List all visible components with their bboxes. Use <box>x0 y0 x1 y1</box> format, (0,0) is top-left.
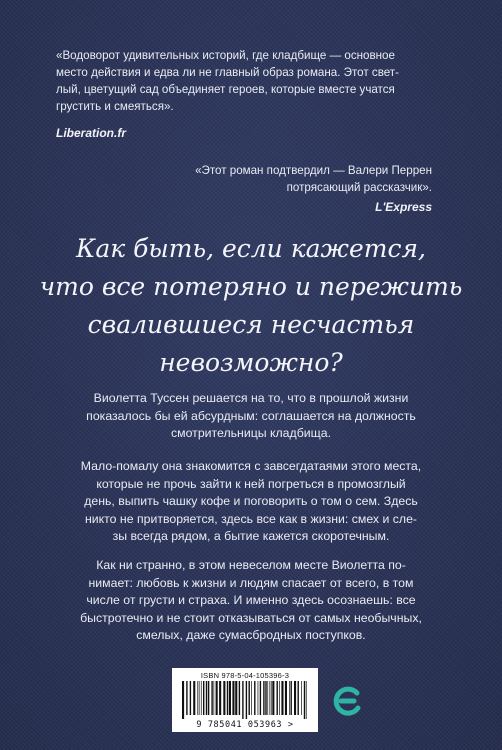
eksmo-logo-icon <box>330 684 364 718</box>
barcode-bar <box>197 681 198 715</box>
headline-question <box>20 230 482 382</box>
barcode-bar <box>267 681 268 715</box>
synopsis-line: быстротечно и не стоит отказываться от самых необычных, <box>80 610 422 625</box>
review-quote-lexpress <box>112 162 432 196</box>
quote-line: «Водоворот удивительных историй, где кладбище — основное <box>56 49 395 62</box>
barcode-bar <box>214 681 215 715</box>
synopsis-line: числе от грусти и страха. И именно здесь осознаешь: все <box>86 593 416 607</box>
quote-line: потрясающий рассказчик». <box>286 181 432 194</box>
quote-line: лый, цветущий сад объединяет героев, которые вместе учатся <box>56 83 395 96</box>
barcode-bar <box>242 681 243 719</box>
barcode-bar <box>211 681 212 715</box>
barcode-bar <box>246 681 247 719</box>
barcode-bar <box>208 681 209 715</box>
barcode-bar <box>190 681 191 715</box>
barcode-bar <box>251 681 252 715</box>
barcode-bar <box>285 681 287 715</box>
synopsis-paragraph-3 <box>40 557 462 645</box>
barcode-bar <box>219 681 221 715</box>
barcode-bar <box>289 681 290 715</box>
barcode-bar <box>227 681 228 715</box>
barcode-bar <box>216 681 218 715</box>
barcode-bar <box>229 681 231 715</box>
barcode-digits: 9 785041 053963 > <box>196 720 294 730</box>
barcode-bar <box>186 681 187 715</box>
barcode-bar <box>258 681 259 715</box>
barcode-bar <box>306 681 307 719</box>
barcode-bar <box>254 681 255 715</box>
quote-line: «Этот роман подтвердил — Валери Перрен <box>195 164 432 177</box>
barcode-bar <box>260 681 261 715</box>
barcode-bar <box>265 681 266 715</box>
barcode-bar <box>294 681 296 715</box>
synopsis-paragraph-2 <box>40 458 462 546</box>
barcode-bars <box>180 681 310 719</box>
barcode-bar <box>298 681 299 715</box>
isbn-barcode <box>172 668 318 732</box>
barcode-bar <box>193 681 195 715</box>
barcode-bar <box>239 681 240 715</box>
synopsis-line: никто не притворяется, здесь все как в жизни: смех и сле- <box>84 511 418 526</box>
quote-source-lexpress: L'Express <box>375 200 432 214</box>
barcode-bar <box>304 681 305 719</box>
headline-line: свалившиеся несчастья <box>87 310 415 339</box>
synopsis-line: смотрительницы кладбища. <box>171 426 331 440</box>
barcode-bar <box>279 681 280 715</box>
barcode-bar <box>271 681 272 715</box>
barcode-bar <box>272 681 274 715</box>
barcode-bar <box>301 681 302 715</box>
synopsis-paragraph-1 <box>40 390 462 443</box>
synopsis-line: Как ни странно, в этом невеселом месте Виолетта по- <box>96 558 406 572</box>
barcode-bar <box>277 681 278 715</box>
quote-line: грустить и смеяться». <box>56 100 174 113</box>
synopsis-line: нимает: любовь к жизни и людям спасает от всего, в том <box>88 575 414 590</box>
barcode-bar <box>249 681 250 715</box>
barcode-bar <box>206 681 207 715</box>
barcode-bar <box>281 681 283 715</box>
review-quote-liberation <box>56 47 446 115</box>
quote-source-liberation: Liberation.fr <box>56 126 127 140</box>
barcode-bar <box>270 681 271 715</box>
synopsis-line: Виолетта Туссен решается на то, что в прошлой жизни <box>93 391 409 405</box>
barcode-bar <box>199 681 200 715</box>
isbn-label: ISBN 978-5-04-105396-3 <box>200 671 290 680</box>
synopsis-line: смелых, даже сумасбродных поступков. <box>136 628 366 642</box>
synopsis-line: день, выпить чашку кофе и поговорить о том о сем. Здесь <box>84 494 418 508</box>
headline-line: что все потеряно и пережить <box>39 272 463 301</box>
synopsis-line: зы всегда рядом, а бытие кажется скоротечным. <box>112 529 390 543</box>
synopsis-line: показалось бы ей абсурдным: соглашается на должность <box>86 408 416 423</box>
barcode-bar <box>201 681 202 715</box>
synopsis-line: Мало-помалу она знакомится с завсегдатаями этого места, <box>80 459 422 473</box>
synopsis-line: которые не прочь зайти к ней погреться в промозглый <box>96 476 406 491</box>
barcode-bar <box>232 681 234 715</box>
barcode-bar <box>223 681 225 715</box>
barcode-bar <box>263 681 264 715</box>
quote-line: место действия и едва ли не главный образ романа. Этот свет- <box>56 66 399 79</box>
barcode-bar <box>291 681 292 715</box>
headline-line: невозможно? <box>159 348 343 377</box>
barcode-bar <box>235 681 237 715</box>
barcode-bar <box>203 681 204 715</box>
headline-line: Как быть, если кажется, <box>76 234 426 263</box>
barcode-bar <box>182 681 184 719</box>
